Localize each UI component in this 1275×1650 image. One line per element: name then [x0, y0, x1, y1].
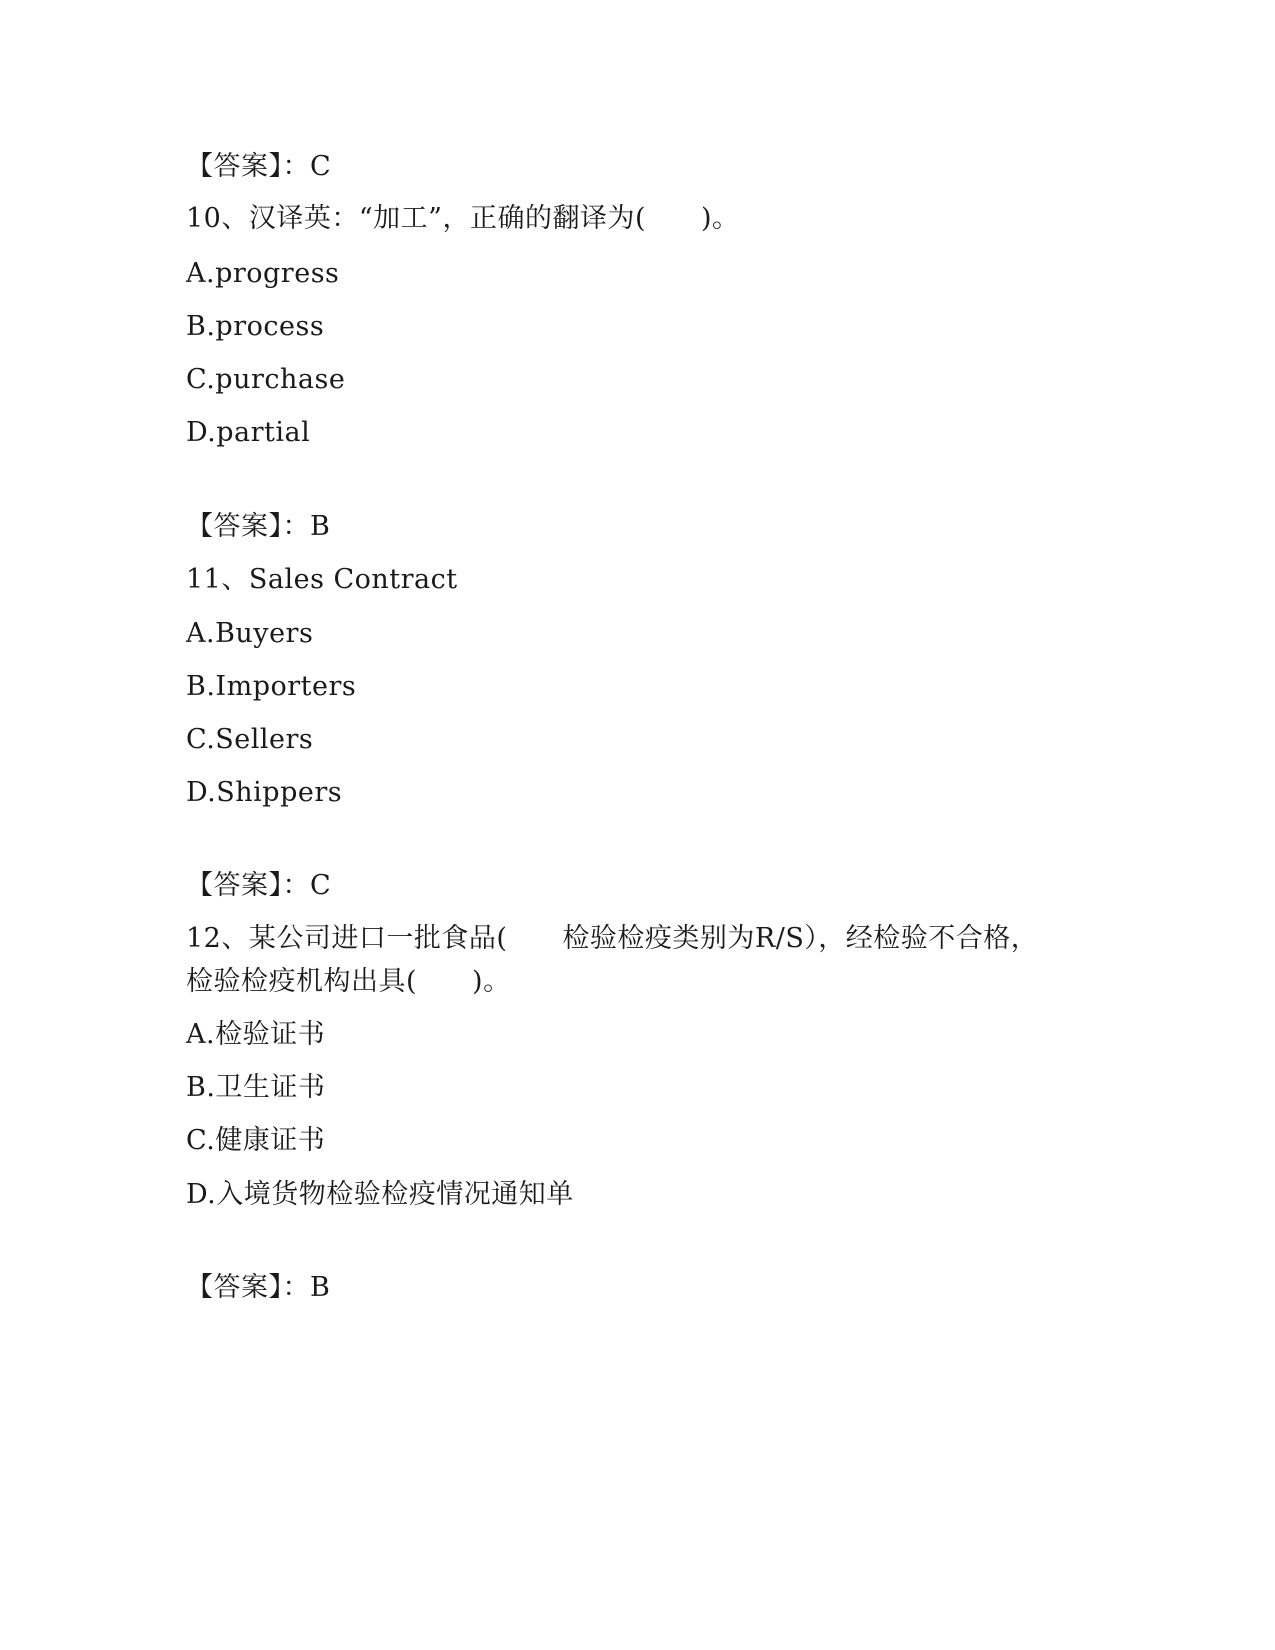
- option-a: A.progress: [186, 258, 340, 289]
- question-stem: 11、Sales Contract: [186, 564, 458, 595]
- option-b: B.卫生证书: [186, 1072, 326, 1103]
- answer-line: 【答案】：C: [186, 870, 332, 901]
- option-a: A.检验证书: [186, 1019, 326, 1050]
- option-c: C.purchase: [186, 364, 346, 395]
- option-d: D.入境货物检验检疫情况通知单: [186, 1179, 574, 1210]
- question-stem: 12、某公司进口一批食品( 检验检疫类别为R/S），经检验不合格，: [186, 923, 1039, 954]
- option-d: D.partial: [186, 417, 311, 448]
- option-b: B.Importers: [186, 671, 357, 702]
- answer-line: 【答案】：C: [186, 151, 332, 182]
- question-stem: 10、汉译英：“加工”，正确的翻译为( )。: [186, 203, 740, 234]
- option-c: C.Sellers: [186, 724, 314, 755]
- answer-line: 【答案】：B: [186, 1272, 331, 1303]
- option-b: B.process: [186, 311, 325, 342]
- option-a: A.Buyers: [186, 618, 314, 649]
- answer-line: 【答案】：B: [186, 511, 331, 542]
- option-c: C.健康证书: [186, 1125, 326, 1156]
- option-d: D.Shippers: [186, 777, 343, 808]
- question-stem-continued: 检验检疫机构出具( )。: [186, 966, 511, 997]
